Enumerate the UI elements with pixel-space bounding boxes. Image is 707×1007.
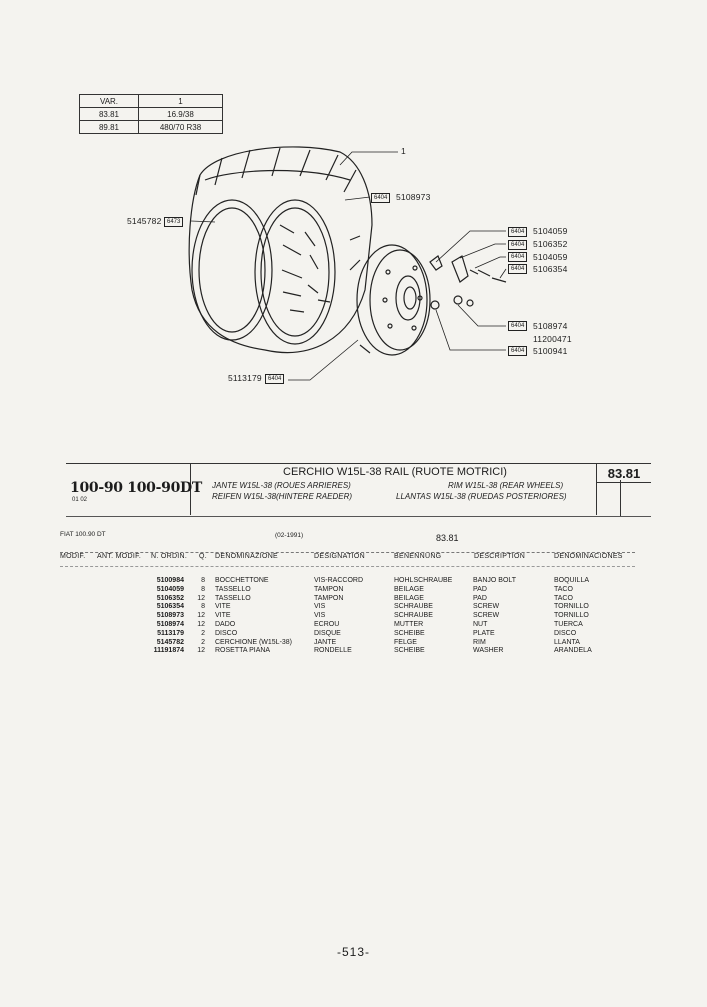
callout-part-number: 5100941	[533, 346, 568, 356]
list-rule	[60, 566, 635, 567]
desc-en: WASHER	[473, 647, 504, 655]
quantity: 12	[197, 620, 205, 628]
title-fr: JANTE W15L-38 (ROUES ARRIERES)	[212, 481, 351, 490]
desc-en: PAD	[473, 594, 487, 602]
desc-es: TORNILLO	[554, 612, 589, 620]
wheel-exploded-diagram	[0, 0, 707, 460]
desc-es: DISCO	[554, 629, 577, 637]
desc-de: BEILAGE	[394, 585, 424, 593]
desc-de: HOHLSCHRAUBE	[394, 577, 453, 584]
callout-part-number: 5106352	[533, 239, 568, 249]
desc-fr: VIS-RACCORD	[314, 577, 364, 584]
desc-fr: ECROU	[314, 620, 340, 628]
callout-part-number: 5104059	[533, 226, 568, 236]
desc-es: BOQUILLA	[554, 577, 590, 584]
header-rule	[66, 463, 651, 464]
col-header-q: Q.	[199, 553, 207, 560]
group-code-tag: 6404	[508, 227, 527, 237]
desc-es: TORNILLO	[554, 603, 589, 611]
tire-tread	[196, 148, 356, 195]
desc-en: PLATE	[473, 629, 495, 637]
part-number: 5106354	[156, 603, 184, 611]
col-header-denominaciones: DENOMINACIONES	[554, 553, 623, 560]
vehicle-label: FIAT 100.90 DT	[60, 531, 106, 538]
col-header-designation: DESIGNATION	[314, 553, 366, 560]
col-spanish	[554, 577, 592, 656]
desc-es: TUERCA	[554, 620, 583, 628]
list-group-number: 83.81	[436, 533, 459, 543]
quantity: 12	[197, 612, 205, 620]
desc-fr: VIS	[314, 612, 326, 620]
model-name: 100-90 100-90DT	[70, 480, 202, 496]
quantity: 12	[197, 647, 205, 655]
group-code-tag: 6404	[508, 346, 527, 356]
title-es: LLANTAS W15L-38 (RUEDAS POSTERIORES)	[396, 492, 567, 501]
desc-de: SCHEIBE	[394, 647, 425, 655]
desc-es: ARANDELA	[554, 647, 592, 655]
col-french	[314, 577, 363, 656]
callout-item-1: 1	[401, 146, 406, 156]
desc-es: TACO	[554, 594, 573, 602]
desc-es: TACO	[554, 585, 573, 593]
desc-it: VITE	[215, 603, 231, 611]
desc-it: BOCCHETTONE	[215, 577, 269, 584]
quantity: 12	[197, 594, 205, 602]
quantity: 8	[201, 577, 205, 584]
group-code-tag: 6473	[164, 217, 183, 227]
desc-en: PAD	[473, 585, 487, 593]
desc-es: LLANTA	[554, 638, 580, 646]
pad-2	[452, 256, 468, 282]
desc-it: DISCO	[215, 629, 238, 637]
var-header-value: 1	[139, 95, 223, 108]
part-number: 5113179	[157, 629, 184, 637]
desc-en: SCREW	[473, 612, 500, 620]
nut	[431, 301, 439, 309]
quantity: 2	[201, 638, 205, 646]
quantity: 8	[201, 585, 205, 593]
desc-fr: RONDELLE	[314, 647, 352, 655]
callout-part-number: 5106354	[533, 264, 568, 274]
screw	[470, 270, 490, 276]
callout-part-number: 5108973	[396, 192, 431, 202]
group-code-tag: 6404	[371, 193, 390, 203]
desc-en: SCREW	[473, 603, 500, 611]
desc-it: TASSELLO	[215, 594, 251, 602]
callout-part-number: 5104059	[533, 252, 568, 262]
part-number: 5100984	[156, 577, 184, 584]
part-number: 5104059	[156, 585, 184, 593]
col-header-modif: MODIF.	[60, 553, 86, 560]
var-row-code: 83.81	[80, 108, 139, 121]
section-title: CERCHIO W15L-38 RAIL (RUOTE MOTRICI)	[283, 466, 507, 478]
desc-it: CERCHIONE (W15L-38)	[215, 638, 293, 646]
group-code-tag: 6404	[508, 264, 527, 274]
var-header: VAR.	[80, 95, 139, 108]
desc-fr: VIS	[314, 603, 326, 611]
col-part-numbers	[141, 577, 184, 656]
callout-part-number: 5113179	[228, 373, 262, 383]
col-header-description: DESCRIPTION	[474, 553, 526, 560]
callout-part-number: 11200471	[533, 334, 572, 344]
desc-fr: TAMPON	[314, 585, 344, 593]
desc-de: BEILAGE	[394, 594, 424, 602]
col-header-ant-modif: ANT. MODIF.	[97, 553, 142, 560]
col-header-n-ordin: N. ORDIN.	[151, 553, 188, 560]
group-code-tag: 6404	[508, 240, 527, 250]
part-number: 5106352	[156, 594, 184, 602]
col-english	[473, 577, 516, 656]
desc-de: SCHEIBE	[394, 629, 425, 637]
model-variants: 01 02	[72, 497, 88, 503]
col-quantities	[195, 577, 205, 656]
rim-lugs	[280, 225, 318, 312]
header-rule	[66, 516, 651, 517]
desc-de: SCHRAUBE	[394, 612, 433, 620]
header-divider	[620, 480, 621, 516]
washer	[454, 296, 462, 304]
part-number: 11191874	[153, 647, 184, 655]
page-number: -513-	[336, 945, 370, 959]
var-row-code: 89.81	[80, 121, 139, 134]
desc-de: SCHRAUBE	[394, 603, 433, 611]
rim-inner	[255, 200, 335, 344]
var-row-size: 480/70 R38	[139, 121, 223, 134]
quantity: 2	[201, 629, 205, 637]
desc-de: FELGE	[394, 638, 417, 646]
rim-outer	[192, 200, 272, 340]
var-row-size: 16.9/38	[139, 108, 223, 121]
desc-fr: JANTE	[314, 638, 337, 646]
group-number: 83.81	[597, 465, 651, 483]
desc-it: DADO	[215, 620, 236, 628]
part-number: 5108974	[156, 620, 184, 628]
col-header-benennung: BENENNUNG	[394, 553, 442, 560]
desc-en: NUT	[473, 620, 488, 628]
desc-it: VITE	[215, 612, 231, 620]
group-code-tag: 6404	[508, 252, 527, 262]
part-number: 5145782	[156, 638, 184, 646]
desc-it: TASSELLO	[215, 585, 251, 593]
date-label: (02-1991)	[275, 532, 304, 539]
desc-fr: TAMPON	[314, 594, 344, 602]
group-code-tag: 6404	[265, 374, 284, 384]
title-en: RIM W15L-38 (REAR WHEELS)	[448, 481, 564, 490]
group-code-tag: 6404	[508, 321, 527, 331]
desc-en: RIM	[473, 638, 486, 646]
title-de: REIFEN W15L-38(HINTERE RAEDER)	[212, 492, 353, 501]
desc-en: BANJO BOLT	[473, 577, 517, 584]
callout-part-number: 5145782	[127, 216, 162, 226]
desc-fr: DISQUE	[314, 629, 341, 637]
quantity: 8	[201, 603, 205, 611]
col-header-denominazione: DENOMINAZIONE	[215, 553, 279, 560]
part-number: 5108973	[156, 612, 184, 620]
desc-de: MUTTER	[394, 620, 424, 628]
callout-part-number: 5108974	[533, 321, 568, 331]
desc-it: ROSETTA PIANA	[215, 647, 271, 655]
screw-2	[492, 278, 506, 282]
col-german	[394, 577, 452, 656]
col-italian	[215, 577, 292, 656]
